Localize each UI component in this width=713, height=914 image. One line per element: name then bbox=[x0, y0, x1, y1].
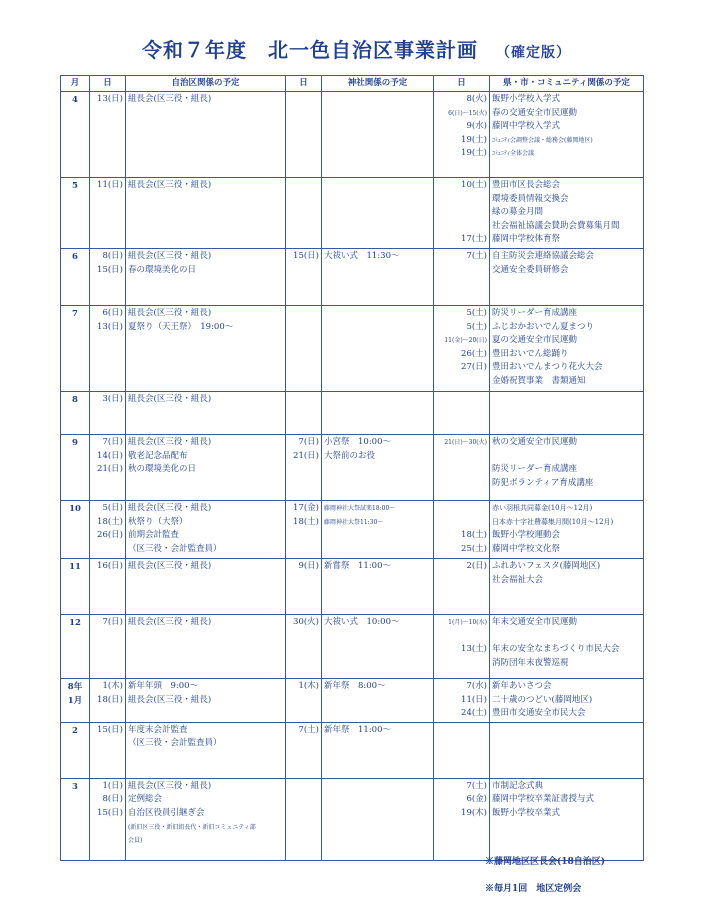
community-event-line: 環境委員情報交換会 bbox=[492, 193, 569, 204]
community-event-line: ふれあいフェスタ(藤岡地区) bbox=[492, 560, 601, 571]
jichiku-event bbox=[126, 248, 286, 305]
jichiku-event bbox=[126, 305, 286, 391]
community-event-line: 秋の交通安全市民運動 bbox=[492, 436, 578, 447]
community-day-line: 6(金) bbox=[466, 794, 487, 805]
community-event bbox=[490, 248, 644, 305]
shrine-day bbox=[286, 678, 322, 722]
community-event-line: ふじおかおいでん夏まつり bbox=[492, 321, 595, 332]
community-event bbox=[490, 434, 644, 500]
month-label: 7 bbox=[61, 305, 90, 391]
community-event-line: 緑の募金月間 bbox=[492, 207, 544, 218]
community-day-line: 2(日) bbox=[466, 560, 487, 571]
jichiku-day-line: 11(日) bbox=[97, 180, 123, 190]
jichiku-day-line bbox=[92, 543, 123, 557]
jichiku-day bbox=[90, 391, 126, 434]
month-row bbox=[61, 614, 644, 678]
community-event-line: 春の交通安全市民運動 bbox=[492, 107, 578, 118]
shrine-day bbox=[286, 178, 322, 249]
shrine-day bbox=[286, 558, 322, 614]
shrine-event bbox=[322, 778, 434, 860]
community-day bbox=[434, 248, 490, 305]
shrine-day bbox=[286, 778, 322, 860]
shrine-event-line: 小宮祭 10:00～ bbox=[324, 436, 391, 447]
community-event bbox=[490, 500, 644, 558]
note-kucho: ※藤岡地区区長会(18自治区) bbox=[485, 857, 606, 867]
community-day-line: 17(土) bbox=[461, 234, 487, 245]
shrine-day bbox=[286, 248, 322, 305]
community-day bbox=[434, 178, 490, 249]
shrine-event-line: 藤岡神社大祭試楽18:00～ bbox=[324, 504, 396, 512]
jichiku-day-line: 3(日) bbox=[102, 393, 123, 404]
month-row bbox=[61, 248, 644, 305]
jichiku-event-line: 組長会(区三役・組長) bbox=[128, 94, 212, 104]
jichiku-event-line: 春の環境美化の日 bbox=[128, 264, 197, 275]
community-day bbox=[434, 722, 490, 778]
month-row bbox=[61, 434, 644, 500]
community-day-line: 7(土) bbox=[466, 250, 487, 261]
header-community: 県・市・コミュニティ関係の予定 bbox=[490, 76, 644, 92]
jichiku-day-line: 16(日) bbox=[97, 560, 123, 571]
community-event bbox=[490, 678, 644, 722]
community-day-line: 6(日)～15(火) bbox=[448, 109, 487, 117]
community-event-line: 藤岡中学校入学式 bbox=[492, 121, 561, 132]
jichiku-event bbox=[126, 778, 286, 860]
month-row bbox=[61, 500, 644, 558]
community-event-line: 市制記念式典 bbox=[492, 780, 544, 791]
community-event-line: 飯野小学校運動会 bbox=[492, 530, 561, 541]
shrine-event-line: 新嘗祭 11:00～ bbox=[324, 560, 391, 571]
shrine-day-line: 15(日) bbox=[293, 250, 319, 261]
community-day-line: 1(月)～10(水) bbox=[448, 618, 487, 626]
shrine-day bbox=[286, 305, 322, 391]
jichiku-day-line: 8(日) bbox=[102, 250, 123, 261]
community-day-line: 7(水) bbox=[466, 680, 487, 691]
community-day-line: 13(土) bbox=[461, 644, 487, 655]
month-row bbox=[61, 92, 644, 178]
community-event bbox=[490, 778, 644, 860]
jichiku-event-line: 夏祭り（天王祭） 19:00～ bbox=[128, 321, 234, 332]
month-row bbox=[61, 305, 644, 391]
community-event-line: 豊田おいでんまつり花火大会 bbox=[492, 362, 603, 373]
shrine-event-line: 大祓い式 11:30～ bbox=[324, 250, 400, 261]
community-day-line: 7(土) bbox=[466, 780, 487, 791]
shrine-event bbox=[322, 722, 434, 778]
community-day-line: 27(日) bbox=[461, 362, 487, 373]
jichiku-day bbox=[90, 614, 126, 678]
community-event-line: ｺﾐｭﾆﾃｨ全体会議 bbox=[492, 150, 535, 158]
month-row bbox=[61, 558, 644, 614]
community-event bbox=[490, 614, 644, 678]
jichiku-event-line: 前期会計監査 bbox=[128, 530, 180, 541]
community-event-line: 豊田おいでん総踊り bbox=[492, 348, 569, 359]
header-day: 日 bbox=[90, 76, 126, 92]
community-event-line: 藤岡中学校体育祭 bbox=[492, 234, 561, 245]
jichiku-event-line: 新年年頭 9:00～ bbox=[128, 680, 199, 691]
community-event-line: 新年あいさつ会 bbox=[492, 680, 552, 691]
community-event-line: 飯野小学校卒業式 bbox=[492, 807, 561, 818]
jichiku-day-line: 7(日) bbox=[102, 436, 123, 447]
community-event-line: 豊田市交通安全市民大会 bbox=[492, 708, 586, 719]
community-day-line bbox=[436, 220, 487, 234]
shrine-day-line: 17(金) bbox=[293, 502, 319, 513]
community-event-line: 夏の交通安全市民運動 bbox=[492, 335, 578, 346]
jichiku-day-line: 15(日) bbox=[97, 724, 123, 735]
note-teirei: ※毎月1回 地区定例会 bbox=[485, 884, 582, 894]
jichiku-event-line: 組長会(区三役・組長) bbox=[128, 560, 212, 571]
community-day-line bbox=[436, 193, 487, 207]
jichiku-event-line: 敬老記念品配布 bbox=[128, 450, 188, 461]
month-label: 9 bbox=[61, 434, 90, 500]
shrine-day-line: 18(土) bbox=[293, 516, 319, 527]
community-event-line: 消防団年末夜警巡視 bbox=[492, 657, 569, 668]
jichiku-day-line: 26(日) bbox=[97, 530, 123, 541]
title-subtitle: （確定版） bbox=[496, 45, 571, 61]
jichiku-event-line: 秋の環境美化の日 bbox=[128, 464, 197, 475]
jichiku-day bbox=[90, 500, 126, 558]
month-label: 4 bbox=[61, 92, 90, 178]
jichiku-event-line: 組長会(区三役・組長) bbox=[128, 180, 212, 190]
month-label: 8年 1月 bbox=[61, 678, 90, 722]
jichiku-day-line: 15(日) bbox=[97, 264, 123, 275]
jichiku-event bbox=[126, 558, 286, 614]
jichiku-event bbox=[126, 722, 286, 778]
community-day bbox=[434, 778, 490, 860]
header-month: 月 bbox=[61, 76, 90, 92]
community-event-line: 防災リーダー育成講座 bbox=[492, 307, 578, 318]
jichiku-event-line: 組長会(区三役・組長) bbox=[128, 393, 212, 404]
community-event-line: 社会福祉大会 bbox=[492, 574, 544, 585]
community-day bbox=[434, 614, 490, 678]
month-label: 8 bbox=[61, 391, 90, 434]
jichiku-event-line: 定例総会 bbox=[128, 794, 163, 805]
community-day-line: 19(木) bbox=[461, 807, 487, 818]
shrine-event bbox=[322, 248, 434, 305]
community-day bbox=[434, 500, 490, 558]
table-header-row bbox=[61, 76, 644, 92]
community-event bbox=[490, 178, 644, 249]
jichiku-day-line: 18(土) bbox=[97, 516, 123, 527]
shrine-day-line: 9(日) bbox=[298, 560, 319, 571]
community-day-line: 26(土) bbox=[461, 348, 487, 359]
community-day-line: 9(水) bbox=[466, 121, 487, 132]
community-day-line: 18(土) bbox=[461, 530, 487, 541]
shrine-day bbox=[286, 722, 322, 778]
community-day-line bbox=[436, 502, 487, 516]
shrine-day-line: 30(火) bbox=[293, 616, 319, 627]
community-day-line: 10(土) bbox=[461, 180, 487, 190]
community-day-line: 19(土) bbox=[461, 148, 487, 159]
shrine-day-line: 7(土) bbox=[298, 724, 319, 735]
jichiku-day-line: 5(日) bbox=[102, 502, 123, 513]
community-event-line bbox=[492, 450, 641, 464]
month-label: 2 bbox=[61, 722, 90, 778]
jichiku-event bbox=[126, 92, 286, 178]
jichiku-event-line: （区三役・会計監査員） bbox=[128, 543, 222, 554]
page-title bbox=[0, 34, 713, 63]
month-row bbox=[61, 722, 644, 778]
jichiku-event-line: 組長会(区三役・組長) bbox=[128, 616, 212, 627]
jichiku-event-line: (新旧区三役・新旧組長代・新旧コミュニティ部 bbox=[128, 823, 256, 831]
community-day-line: 19(土) bbox=[461, 134, 487, 145]
community-event-line: 防犯ボランティア育成講座 bbox=[492, 477, 594, 488]
community-event bbox=[490, 558, 644, 614]
jichiku-day-line: 14(日) bbox=[97, 450, 123, 461]
shrine-day bbox=[286, 434, 322, 500]
jichiku-day-line bbox=[92, 737, 123, 751]
jichiku-day-line: 13(日) bbox=[97, 94, 123, 104]
community-event bbox=[490, 391, 644, 434]
jichiku-event-line: 組長会(区三役・組長) bbox=[128, 694, 212, 705]
community-day-line: 8(火) bbox=[466, 94, 487, 104]
community-event bbox=[490, 305, 644, 391]
jichiku-day-line: 21(日) bbox=[97, 464, 123, 475]
community-event-line: 自主防災会連絡協議会総会 bbox=[492, 250, 595, 261]
month-label: 12 bbox=[61, 614, 90, 678]
community-day-line: 24(土) bbox=[461, 708, 487, 719]
community-event-line: 赤い羽根共同募金(10月～12月) bbox=[492, 503, 593, 512]
jichiku-event-line: 組長会(区三役・組長) bbox=[128, 307, 212, 318]
shrine-day-line: 21(日) bbox=[293, 450, 319, 461]
community-day bbox=[434, 558, 490, 614]
jichiku-event-line: 組長会(区三役・組長) bbox=[128, 780, 212, 791]
community-event bbox=[490, 92, 644, 178]
community-event-line: 年末交通安全市民運動 bbox=[492, 616, 578, 627]
community-event-line: ｺﾐｭﾆﾃｨ会調整会議・総務会(藤岡地区) bbox=[492, 136, 593, 144]
month-label: 5 bbox=[61, 178, 90, 249]
community-event-line: 社会福祉協議会賛助会費募集月間 bbox=[492, 220, 620, 231]
community-day-line bbox=[436, 206, 487, 220]
jichiku-day-line: 8(日) bbox=[102, 794, 123, 805]
jichiku-day-line: 1(日) bbox=[102, 780, 123, 791]
month-row bbox=[61, 678, 644, 722]
jichiku-event-line: 組長会(区三役・組長) bbox=[128, 502, 212, 513]
shrine-event bbox=[322, 434, 434, 500]
shrine-event bbox=[322, 614, 434, 678]
jichiku-event-line: 秋祭り（大祭） bbox=[128, 516, 188, 527]
jichiku-day bbox=[90, 248, 126, 305]
jichiku-day-line: 1(木) bbox=[102, 680, 123, 691]
schedule-body bbox=[61, 92, 644, 861]
jichiku-event bbox=[126, 178, 286, 249]
shrine-event bbox=[322, 678, 434, 722]
month-label: 6 bbox=[61, 248, 90, 305]
jichiku-event bbox=[126, 434, 286, 500]
shrine-day-line: 1(木) bbox=[298, 680, 319, 691]
shrine-event-line: 大祭前のお役 bbox=[324, 450, 376, 461]
community-day-line: 11(日) bbox=[461, 694, 487, 705]
month-row bbox=[61, 778, 644, 860]
community-day bbox=[434, 434, 490, 500]
shrine-event bbox=[322, 391, 434, 434]
community-event-line: 飯野小学校入学式 bbox=[492, 94, 561, 104]
community-day bbox=[434, 678, 490, 722]
community-event-line: 豊田市区長会総会 bbox=[492, 180, 561, 190]
title-text: 令和７年度 北一色自治区事業計画 bbox=[142, 38, 478, 62]
community-day bbox=[434, 391, 490, 434]
community-day-line bbox=[436, 630, 487, 644]
jichiku-event-line: 年度末会計監査 bbox=[128, 724, 188, 735]
community-day bbox=[434, 305, 490, 391]
jichiku-event-line: 組長会(区三役・組長) bbox=[128, 436, 212, 447]
shrine-event bbox=[322, 92, 434, 178]
community-day-line: 5(土) bbox=[466, 321, 487, 332]
jichiku-day bbox=[90, 178, 126, 249]
shrine-event bbox=[322, 500, 434, 558]
month-label: 10 bbox=[61, 500, 90, 558]
header-jichiku: 自治区関係の予定 bbox=[126, 76, 286, 92]
jichiku-day bbox=[90, 778, 126, 860]
jichiku-day bbox=[90, 92, 126, 178]
shrine-day bbox=[286, 92, 322, 178]
month-row bbox=[61, 391, 644, 434]
shrine-event-line: 大祓い式 10:00～ bbox=[324, 616, 400, 627]
jichiku-event-line: （区三役・会計監査員） bbox=[128, 738, 222, 749]
header-shrine: 神社関係の予定 bbox=[322, 76, 434, 92]
community-event-line: 金婚祝賀事業 書類通知 bbox=[492, 375, 586, 386]
schedule-table bbox=[60, 75, 644, 861]
jichiku-event bbox=[126, 391, 286, 434]
jichiku-day-line: 15(日) bbox=[97, 807, 123, 818]
shrine-event bbox=[322, 178, 434, 249]
community-event-line: 交通安全委員研修会 bbox=[492, 264, 569, 275]
jichiku-day-line: 6(日) bbox=[102, 307, 123, 318]
community-day bbox=[434, 92, 490, 178]
jichiku-day bbox=[90, 678, 126, 722]
community-day-line: 5(土) bbox=[466, 307, 487, 318]
community-day-line: 25(土) bbox=[461, 543, 487, 554]
community-event-line: 日本赤十字社費募集月間(10月～12月) bbox=[492, 517, 614, 526]
jichiku-day-line: 18(日) bbox=[97, 694, 123, 705]
shrine-event-line: 藤岡神社大祭11:30～ bbox=[324, 518, 384, 526]
community-event-line: 防災リーダー育成講座 bbox=[492, 464, 578, 475]
jichiku-day bbox=[90, 722, 126, 778]
shrine-day bbox=[286, 391, 322, 434]
community-day-line: 11(金)～20(日) bbox=[444, 337, 487, 345]
header-day: 日 bbox=[434, 76, 490, 92]
community-event-line: 年末の安全なまちづくり市民大会 bbox=[492, 644, 620, 655]
jichiku-event bbox=[126, 500, 286, 558]
jichiku-event-line: 組長会(区三役・組長) bbox=[128, 250, 212, 261]
jichiku-day-line: 13(日) bbox=[97, 321, 123, 332]
shrine-event bbox=[322, 305, 434, 391]
month-label: 11 bbox=[61, 558, 90, 614]
shrine-event bbox=[322, 558, 434, 614]
community-event-line: 二十歳のつどい(藤岡地区) bbox=[492, 694, 593, 705]
jichiku-event bbox=[126, 614, 286, 678]
community-event-line: 藤岡中学校文化祭 bbox=[492, 543, 561, 554]
month-row bbox=[61, 178, 644, 249]
community-day-line bbox=[436, 516, 487, 530]
shrine-day bbox=[286, 614, 322, 678]
month-label: 3 bbox=[61, 778, 90, 860]
jichiku-day bbox=[90, 305, 126, 391]
community-event-line: 藤岡中学校卒業証書授与式 bbox=[492, 794, 595, 805]
jichiku-day-line: 7(日) bbox=[102, 616, 123, 627]
shrine-day bbox=[286, 500, 322, 558]
community-event-line bbox=[492, 630, 641, 644]
shrine-event-line: 新年祭 11:00～ bbox=[324, 724, 391, 735]
community-event bbox=[490, 722, 644, 778]
shrine-day-line: 7(日) bbox=[298, 436, 319, 447]
jichiku-event-line: 自治区役員引継ぎ会 bbox=[128, 807, 205, 818]
jichiku-event bbox=[126, 678, 286, 722]
shrine-event-line: 新年祭 8:00～ bbox=[324, 680, 386, 691]
community-day-line: 21(日)～30(火) bbox=[444, 438, 487, 446]
header-day: 日 bbox=[286, 76, 322, 92]
jichiku-day bbox=[90, 434, 126, 500]
jichiku-event-line: 会員) bbox=[128, 837, 143, 845]
jichiku-day bbox=[90, 558, 126, 614]
